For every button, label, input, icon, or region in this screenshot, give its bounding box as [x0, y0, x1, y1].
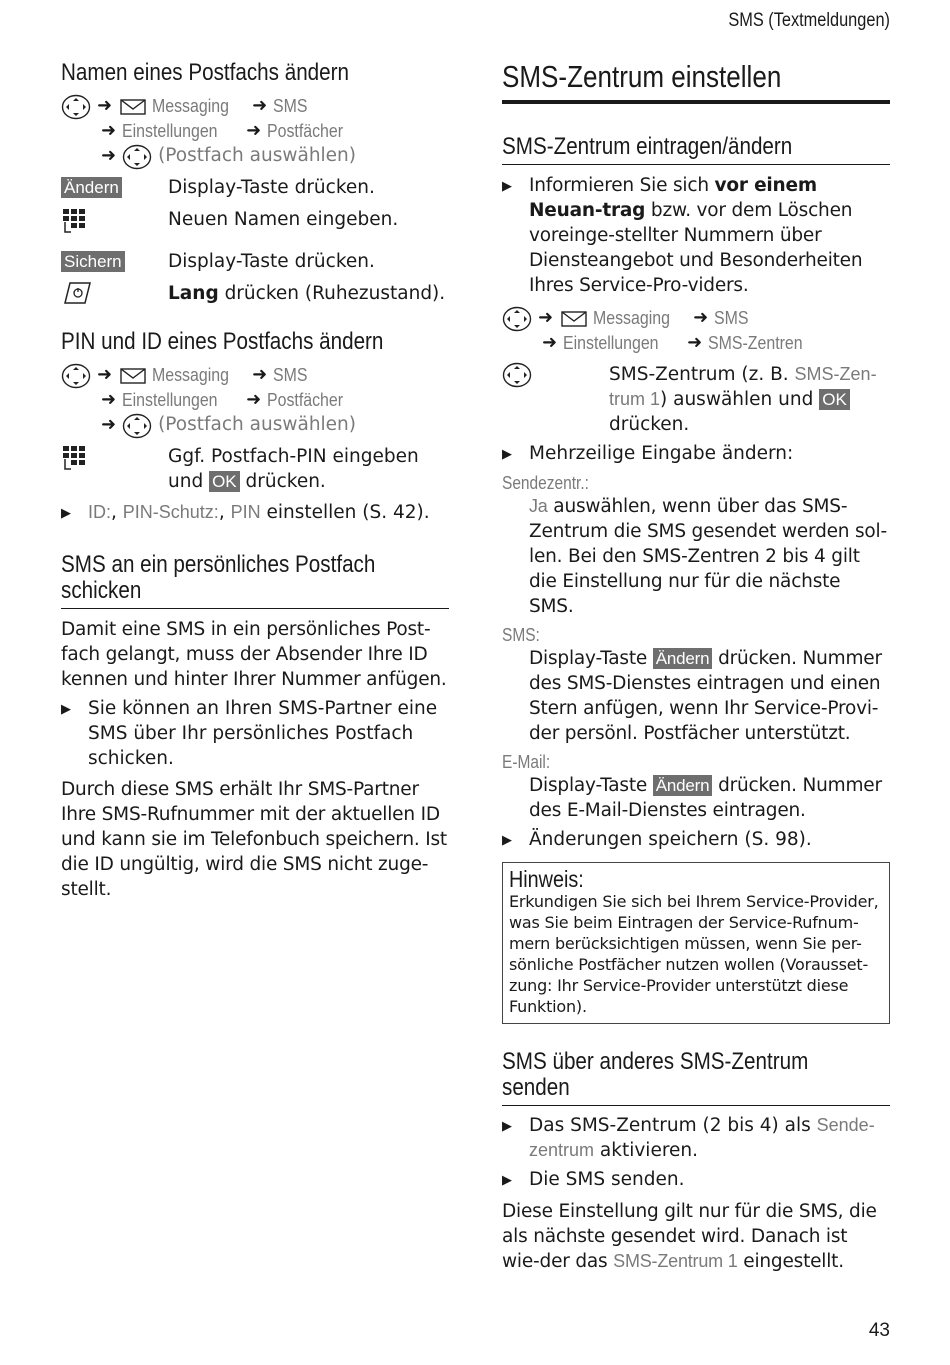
- arrow-icon: ➜: [538, 307, 554, 328]
- step-row: [61, 444, 449, 494]
- bullet-triangle-icon: ▶: [502, 1173, 512, 1188]
- arrow-icon: ➜: [246, 389, 262, 410]
- softkey-sichern: Sichern: [61, 251, 125, 272]
- step-row: SMS-Zentrum (z. B. SMS-Zen-trum 1) auswählen und OK drücken.: [502, 362, 890, 437]
- keypad-icon: [61, 207, 89, 235]
- paragraph: Damit eine SMS in ein persönliches Post-fach gelangt, muss der Absender Ihre ID kennen und hinter Ihrer Nummer anfügen.: [61, 619, 447, 690]
- control-key-icon: [122, 413, 150, 437]
- bullet-item: ▶ Die SMS senden.: [502, 1167, 890, 1193]
- menu-item-sms: SMS: [273, 95, 308, 116]
- arrow-icon: ➜: [693, 307, 709, 328]
- paragraph: Diese Einstellung gilt nur für die SMS, die als nächste gesendet wird. Danach ist wie-der das SMS-Zentrum 1 eingestellt.: [502, 1201, 877, 1272]
- step-text: Ggf. Postfach-PIN eingeben und: [168, 446, 419, 492]
- arrow-icon: ➜: [101, 414, 117, 435]
- arrow-icon: ➜: [687, 332, 703, 353]
- bold-lang: Lang: [168, 283, 219, 304]
- end-call-key-icon: [61, 281, 93, 305]
- arrow-icon: ➜: [101, 389, 117, 410]
- control-key-icon: [502, 306, 530, 330]
- note-body: Erkundigen Sie sich bei Ihrem Service-Provider, was Sie beim Eintragen der Service-Rufnum-mern berücksichtigen müssen, wenn Sie per-sönliche Postfächer nutzen wollen (Vorausset-zung: Ihr Service-Provider unterstützt diese Funktion).: [509, 892, 879, 1016]
- softkey-aendern: Ändern: [653, 648, 713, 669]
- step-row: [61, 175, 449, 200]
- step-row: [61, 281, 449, 312]
- section-title: SMS an ein persönliches Postfach schicken: [61, 552, 449, 609]
- step-text: drücken (Ruhezustand).: [218, 283, 446, 304]
- arrow-icon: ➜: [101, 145, 117, 166]
- control-key-icon: [61, 363, 89, 387]
- bullet-item: ▶ Mehrzeilige Eingabe ändern:: [502, 441, 890, 467]
- bullet-item: ▶ ID:, PIN-Schutz:, PIN einstellen (S. 42).: [61, 500, 449, 526]
- arrow-icon: ➜: [542, 332, 558, 353]
- bullet-triangle-icon: ▶: [61, 506, 71, 521]
- left-column: [61, 60, 449, 902]
- section-title: SMS über anderes SMS-Zentrum senden: [502, 1049, 890, 1106]
- section-title: Namen eines Postfachs ändern: [61, 59, 349, 86]
- bullet-item: ▶ Informieren Sie sich vor einem Neuan-trag bzw. vor dem Löschen voreinge-stellter Nummern über Diensteangebot und Besonderheiten Ihres Service-Pro-viders.: [502, 175, 863, 296]
- menu-term: PIN: [230, 502, 261, 522]
- select-mailbox-text: (Postfach auswählen): [158, 414, 357, 435]
- field-label: Sendezentr.:: [502, 473, 589, 493]
- section-title: SMS-Zentrum eintragen/ändern: [502, 134, 890, 165]
- step-text: Display-Taste drücken.: [168, 251, 375, 272]
- menu-item-sms: SMS: [714, 307, 749, 328]
- bullet-triangle-icon: ▶: [61, 702, 71, 717]
- menu-item-sms: SMS: [273, 364, 308, 385]
- bullet-triangle-icon: ▶: [502, 833, 512, 848]
- menu-term: SMS-Zen-trum 1: [609, 364, 877, 409]
- menu-term: ID:: [88, 502, 112, 522]
- step-text: Neuen Namen eingeben.: [168, 209, 399, 230]
- menu-path: [502, 305, 890, 355]
- field-description: SMS: Display-Taste Ändern drücken. Nummer des SMS-Dienstes eintragen und einen Stern anfügen, wenn Ihr Service-Provi-der persönl. Postfächer unterstützt.: [502, 625, 882, 744]
- arrow-icon: ➜: [101, 120, 117, 141]
- menu-path: [61, 362, 449, 437]
- control-key-icon: [502, 362, 530, 386]
- arrow-icon: ➜: [97, 95, 113, 116]
- keypad-icon: [61, 444, 89, 472]
- menu-item-messaging: Messaging: [152, 364, 230, 385]
- bullet-item: ▶ Änderungen speichern (S. 98).: [502, 827, 890, 853]
- step-text: Display-Taste drücken.: [168, 177, 375, 198]
- note-box: [502, 862, 890, 1024]
- menu-item-messaging: Messaging: [593, 307, 671, 328]
- arrow-icon: ➜: [246, 120, 262, 141]
- step-row: [61, 207, 449, 242]
- paragraph: Durch diese SMS erhält Ihr SMS-Partner Ihre SMS-Rufnummer mit der aktuellen ID und kann sie im Telefonbuch speichern. Ist die ID ungültig, wird die SMS nicht zuge-stellt.: [61, 779, 447, 900]
- softkey-ok: OK: [819, 389, 850, 410]
- bullet-item: ▶ Das SMS-Zentrum (2 bis 4) als Sende-zentrum aktivieren.: [502, 1115, 875, 1161]
- field-description: Sendezentr.: Ja auswählen, wenn über das SMS-Zentrum die SMS gesendet werden sol-len. Bei den SMS-Zentren 2 bis 4 gilt die Einstellung nur für die nächste SMS.: [502, 473, 887, 617]
- menu-item-settings: Einstellungen: [563, 332, 659, 353]
- envelope-icon: [561, 311, 587, 327]
- menu-item-mailboxes: Postfächer: [267, 389, 344, 410]
- bullet-triangle-icon: ▶: [502, 1119, 512, 1134]
- page-title: SMS-Zentrum einstellen: [502, 60, 890, 104]
- page-number: 43: [868, 1320, 890, 1341]
- menu-item-settings: Einstellungen: [122, 389, 218, 410]
- control-key-icon: [122, 144, 150, 168]
- field-label: SMS:: [502, 625, 540, 645]
- step-row: [61, 249, 449, 274]
- note-title: Hinweis:: [509, 866, 584, 892]
- bullet-triangle-icon: ▶: [502, 447, 512, 462]
- right-column: [502, 60, 890, 1274]
- menu-path: [61, 93, 449, 168]
- bullet-item: ▶ Sie können an Ihren SMS-Partner eine SMS über Ihr persönliches Postfach schicken.: [61, 698, 438, 769]
- select-mailbox-text: (Postfach auswählen): [158, 145, 357, 166]
- arrow-icon: ➜: [252, 364, 268, 385]
- menu-item-sms-centres: SMS-Zentren: [708, 332, 803, 353]
- field-description: E-Mail: Display-Taste Ändern drücken. Nummer des E-Mail-Dienstes eintragen.: [502, 752, 882, 821]
- softkey-aendern: Ändern: [61, 177, 122, 198]
- softkey-ok: OK: [209, 471, 240, 492]
- menu-item-messaging: Messaging: [152, 95, 230, 116]
- envelope-icon: [120, 368, 146, 384]
- arrow-icon: ➜: [252, 95, 268, 116]
- bullet-triangle-icon: ▶: [502, 179, 512, 194]
- menu-term: PIN-Schutz:: [122, 502, 219, 522]
- field-label: E-Mail:: [502, 752, 551, 772]
- menu-item-mailboxes: Postfächer: [267, 120, 344, 141]
- section-title: PIN und ID eines Postfachs ändern: [61, 328, 384, 355]
- envelope-icon: [120, 99, 146, 115]
- control-key-icon: [61, 94, 89, 118]
- arrow-icon: ➜: [97, 364, 113, 385]
- step-text: drücken.: [239, 471, 326, 492]
- softkey-aendern: Ändern: [653, 775, 713, 796]
- running-head: SMS (Textmeldungen): [728, 10, 890, 31]
- menu-item-settings: Einstellungen: [122, 120, 218, 141]
